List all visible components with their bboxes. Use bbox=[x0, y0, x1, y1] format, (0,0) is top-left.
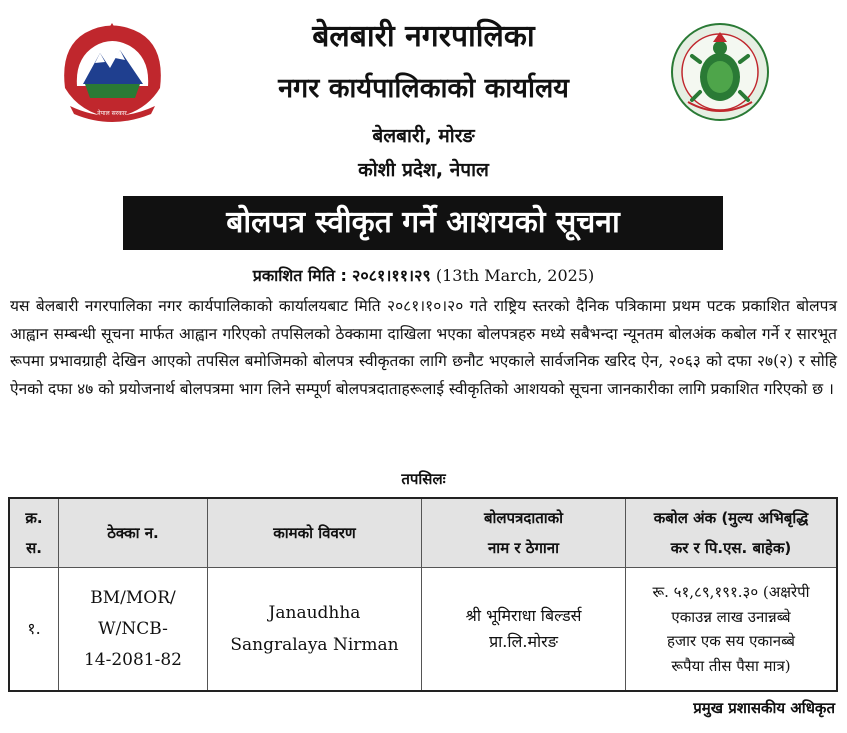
work-line2: Sangralaya Nirman bbox=[230, 635, 399, 655]
header-bidder-line1: बोलपत्रदाताको bbox=[483, 509, 564, 527]
contract-line3: 14-2081-82 bbox=[83, 649, 182, 670]
publication-date-np: २०८१।११।२९ bbox=[352, 266, 431, 285]
cell-work bbox=[208, 568, 422, 692]
header-contract-no: ठेक्का न. bbox=[59, 498, 208, 568]
svg-text:नेपाल सरकार: नेपाल सरकार bbox=[97, 110, 127, 117]
amount-line1: रू. ५१,८९,१९१.३० (अक्षरेपी bbox=[652, 583, 810, 601]
bid-table bbox=[8, 497, 838, 692]
header-bidder-line2: नाम र ठेगाना bbox=[487, 539, 559, 557]
header-amount-line1: कबोल अंक (मुल्य अभिबृद्धि bbox=[653, 509, 809, 527]
amount-line3: हजार एक सय एकानब्बे bbox=[667, 632, 795, 650]
bidder-line1: श्री भूमिराधा बिल्डर्स bbox=[465, 606, 582, 625]
signatory-title: प्रमुख प्रशासकीय अधिकृत bbox=[693, 699, 835, 717]
office-name: नगर कार्यपालिकाको कार्यालय bbox=[278, 73, 569, 104]
work-line1: Janaudhha bbox=[268, 603, 361, 623]
publication-date bbox=[0, 264, 847, 286]
publication-label: प्रकाशित मिति : bbox=[252, 266, 347, 285]
header-bidder bbox=[422, 498, 626, 568]
header-work: कामको विवरण bbox=[208, 498, 422, 568]
notice-title: बोलपत्र स्वीकृत गर्ने आशयको सूचना bbox=[123, 196, 723, 250]
header-seq-line2: स. bbox=[26, 539, 42, 557]
header-amount-line2: कर र पि.एस. बाहेक) bbox=[670, 539, 792, 557]
contract-line2: W/NCB- bbox=[98, 618, 168, 639]
table-row bbox=[9, 568, 837, 692]
contract-line1: BM/MOR/ bbox=[90, 587, 176, 608]
header-seq bbox=[9, 498, 59, 568]
cell-amount bbox=[626, 568, 838, 692]
notice-body: यस बेलबारी नगरपालिका नगर कार्यपालिकाको कार्यालयबाट मिति २०८१।१०।२० गते राष्ट्रिय स्तरको दैनिक पत्रिकामा प्रथम पटक प्रकाशित बोलपत्र आह्वान सम्बन्धी सूचना मार्फत आह्वान गरिएको तपसिलको ठेक्कामा दाखिला भएका बोलपत्रहरु मध्ये सबैभन्दा न्यूनतम बोलअंक कबोल गर्ने र सारभूत रूपमा प्रभावग्राही देखिन आएको तपसिल बमोजिमको बोलपत्र स्वीकृतका लागि छनौट भएकाले सार्वजनिक खरिद ऐन, २०६३ को दफा २७(२) र सोहि ऐनको दफा ४७ को प्रयोजनार्थ बोलपत्रमा भाग लिने सम्पूर्ण बोलपत्रदाताहरूलाई स्वीकृतिको आशयको सूचना जानकारीका लागि प्रकाशित गरिएको छ । bbox=[10, 297, 837, 398]
cell-bidder bbox=[422, 568, 626, 692]
bidder-line2: प्रा.लि.मोरङ bbox=[489, 632, 558, 651]
cell-contract-no bbox=[59, 568, 208, 692]
header-seq-line1: क्र. bbox=[25, 509, 43, 527]
cell-seq: १. bbox=[9, 568, 59, 692]
municipality-seal-icon bbox=[670, 22, 770, 122]
table-header-row bbox=[9, 498, 837, 568]
municipality-name: बेलबारी नगरपालिका bbox=[312, 19, 535, 54]
publication-date-en: (13th March, 2025) bbox=[435, 266, 595, 285]
letterhead bbox=[0, 0, 847, 190]
office-location: बेलबारी, मोरङ bbox=[372, 125, 475, 147]
details-heading: तपसिलः bbox=[401, 470, 446, 488]
office-province: कोशी प्रदेश, नेपाल bbox=[358, 159, 489, 181]
amount-line4: रूपैया तीस पैसा मात्र) bbox=[671, 656, 791, 675]
header-amount bbox=[626, 498, 838, 568]
amount-line2: एकाउन्न लाख उनान्नब्बे bbox=[671, 607, 791, 626]
